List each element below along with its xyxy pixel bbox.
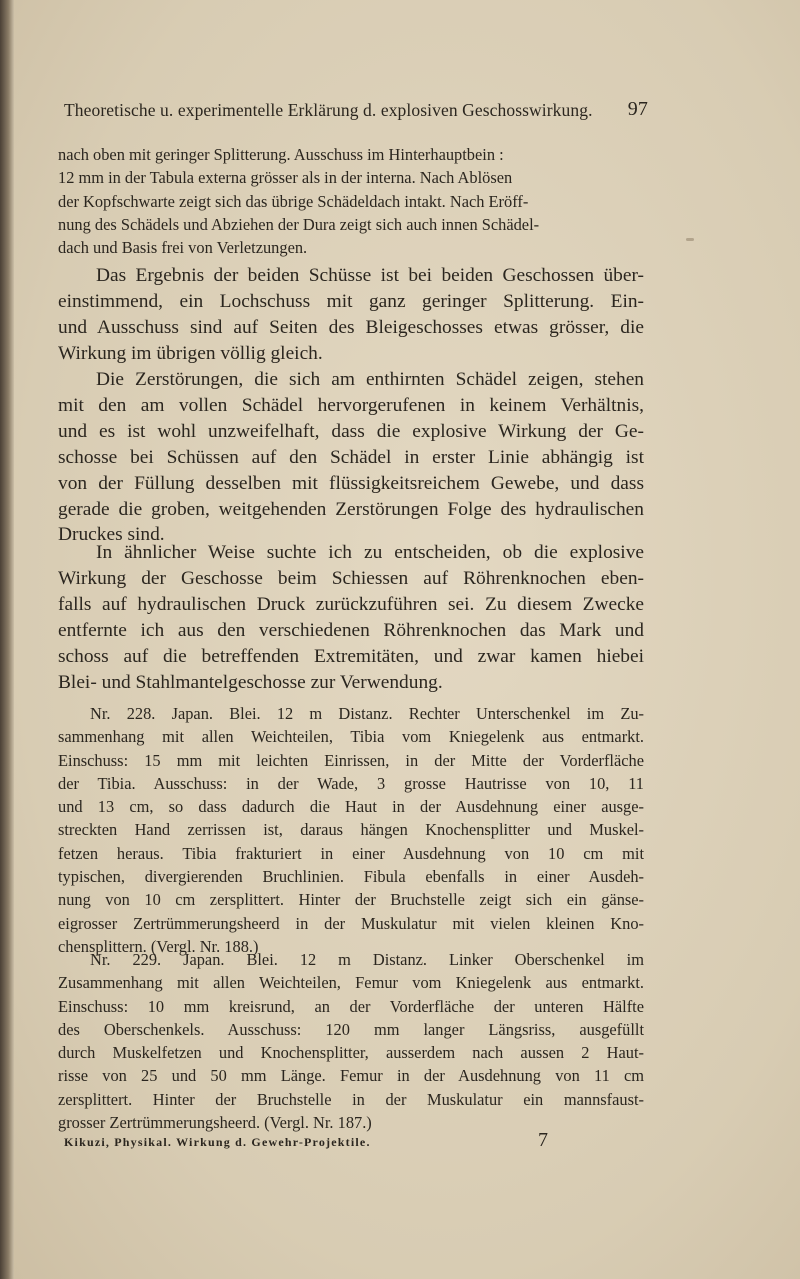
- text-line: entfernte ich aus den verschiedenen Röhrenknochen das Mark und: [58, 619, 644, 641]
- text-line: schosse bei Schüssen auf den Schädel in erster Linie abhängig ist: [58, 446, 644, 468]
- text-line: Blei- und Stahlmantelgeschosse zur Verwendung.: [58, 671, 443, 693]
- text-line: Die Zerstörungen, die sich am enthirnten Schädel zeigen, stehen: [96, 369, 644, 390]
- text-line: grosser Zertrümmerungsheerd. (Vergl. Nr. 187.): [58, 1113, 372, 1133]
- text-line: chensplittern. (Vergl. Nr. 188.): [58, 936, 259, 956]
- text-line: Wirkung der Geschosse beim Schiessen auf Röhrenknochen eben-: [58, 567, 644, 589]
- text-line: dach und Basis frei von Verletzungen.: [58, 238, 308, 258]
- text-line: Das Ergebnis der beiden Schüsse ist bei beiden Geschossen über-: [96, 265, 644, 286]
- text-line: sammenhang mit allen Weichteilen, Tibia vom Kniegelenk aus entmarkt.: [58, 727, 644, 747]
- page-number: 97: [627, 98, 648, 120]
- paragraph-4: [58, 540, 644, 695]
- case-228: [58, 702, 644, 958]
- text-line: Einschuss: 10 mm kreisrund, an der Vorderfläche der unteren Hälfte: [58, 996, 644, 1016]
- text-line: gerade die groben, weitgehenden Zerstörungen Folge des hydraulischen: [58, 498, 644, 520]
- paragraph-2: [58, 263, 644, 367]
- page-speck: [686, 238, 694, 241]
- running-header: [64, 100, 656, 121]
- text-line: schoss auf die betreffenden Extremitäten, und zwar kamen hiebei: [58, 645, 644, 667]
- text-line: 12 mm in der Tabula externa grösser als in der interna. Nach Ablösen: [58, 168, 513, 188]
- text-line: fetzen heraus. Tibia frakturiert in einer Ausdehnung von 10 cm mit: [58, 843, 644, 863]
- text-line: In ähnlicher Weise suchte ich zu entscheiden, ob die explosive: [96, 542, 644, 563]
- signature-mark: 7: [538, 1129, 548, 1151]
- paragraph-3: [58, 367, 644, 548]
- text-line: typischen, divergierenden Bruchlinien. Fibula ebenfalls in einer Ausdeh-: [58, 867, 644, 887]
- text-line: durch Muskelfetzen und Knochensplitter, ausserdem nach aussen 2 Haut-: [58, 1043, 644, 1063]
- text-line: mit den am vollen Schädel hervorgerufenen in keinem Verhältnis,: [58, 394, 644, 416]
- text-line: von der Füllung desselben mit flüssigkeitsreichem Gewebe, und dass: [58, 472, 644, 494]
- text-line: zersplittert. Hinter der Bruchstelle in der Muskulatur ein mannsfaust-: [58, 1089, 644, 1109]
- text-line: streckten Hand zerrissen ist, daraus hängen Knochensplitter und Muskel-: [58, 820, 644, 840]
- text-line: des Oberschenkels. Ausschuss: 120 mm langer Längsriss, ausgefüllt: [58, 1019, 644, 1039]
- text-line: Nr. 229. Japan. Blei. 12 m Distanz. Linker Oberschenkel im: [90, 950, 644, 969]
- text-line: der Tibia. Ausschuss: in der Wade, 3 grosse Hautrisse von 10, 11: [58, 773, 644, 793]
- footer-signature-line: [64, 1129, 644, 1151]
- header-title: Theoretische u. experimentelle Erklärung d. explosiven Geschosswirkung.: [64, 100, 593, 120]
- text-line: und es ist wohl unzweifelhaft, dass die explosive Wirkung der Ge-: [58, 420, 644, 442]
- book-spine: [0, 0, 14, 1279]
- text-line: Einschuss: 15 mm mit leichten Einrissen, in der Mitte der Vorderfläche: [58, 750, 644, 770]
- text-line: Nr. 228. Japan. Blei. 12 m Distanz. Rechter Unterschenkel im Zu-: [90, 704, 644, 723]
- text-line: Wirkung im übrigen völlig gleich.: [58, 342, 323, 364]
- text-line: nung von 10 cm zersplittert. Hinter der Bruchstelle zeigt sich ein gänse-: [58, 890, 644, 910]
- text-line: nung des Schädels und Abziehen der Dura zeigt sich auch innen Schädel-: [58, 214, 540, 234]
- text-line: falls auf hydraulischen Druck zurückzuführen sei. Zu diesem Zwecke: [58, 593, 644, 615]
- text-line: risse von 25 und 50 mm Länge. Femur in der Ausdehnung von 11 cm: [58, 1066, 644, 1086]
- text-line: einstimmend, ein Lochschuss mit ganz geringer Splitterung. Ein-: [58, 290, 644, 312]
- text-line: und 13 cm, so dass dadurch die Haut in der Ausdehnung einer ausge-: [58, 797, 644, 817]
- text-line: eigrosser Zertrümmerungsheerd in der Muskulatur mit vielen kleinen Kno-: [58, 913, 644, 933]
- text-line: der Kopfschwarte zeigt sich das übrige Schädeldach intakt. Nach Eröff-: [58, 191, 529, 211]
- text-line: und Ausschuss sind auf Seiten des Bleigeschosses etwas grösser, die: [58, 316, 644, 338]
- paragraph-1: [58, 143, 644, 259]
- text-line: nach oben mit geringer Splitterung. Ausschuss im Hinterhauptbein :: [58, 145, 504, 164]
- text-line: Druckes sind.: [58, 524, 165, 546]
- text-line: Zusammenhang mit allen Weichteilen, Femur vom Kniegelenk aus entmarkt.: [58, 973, 644, 993]
- case-229: [58, 948, 644, 1134]
- footer-text: Kikuzi, Physikal. Wirkung d. Gewehr-Projektile.: [64, 1135, 371, 1149]
